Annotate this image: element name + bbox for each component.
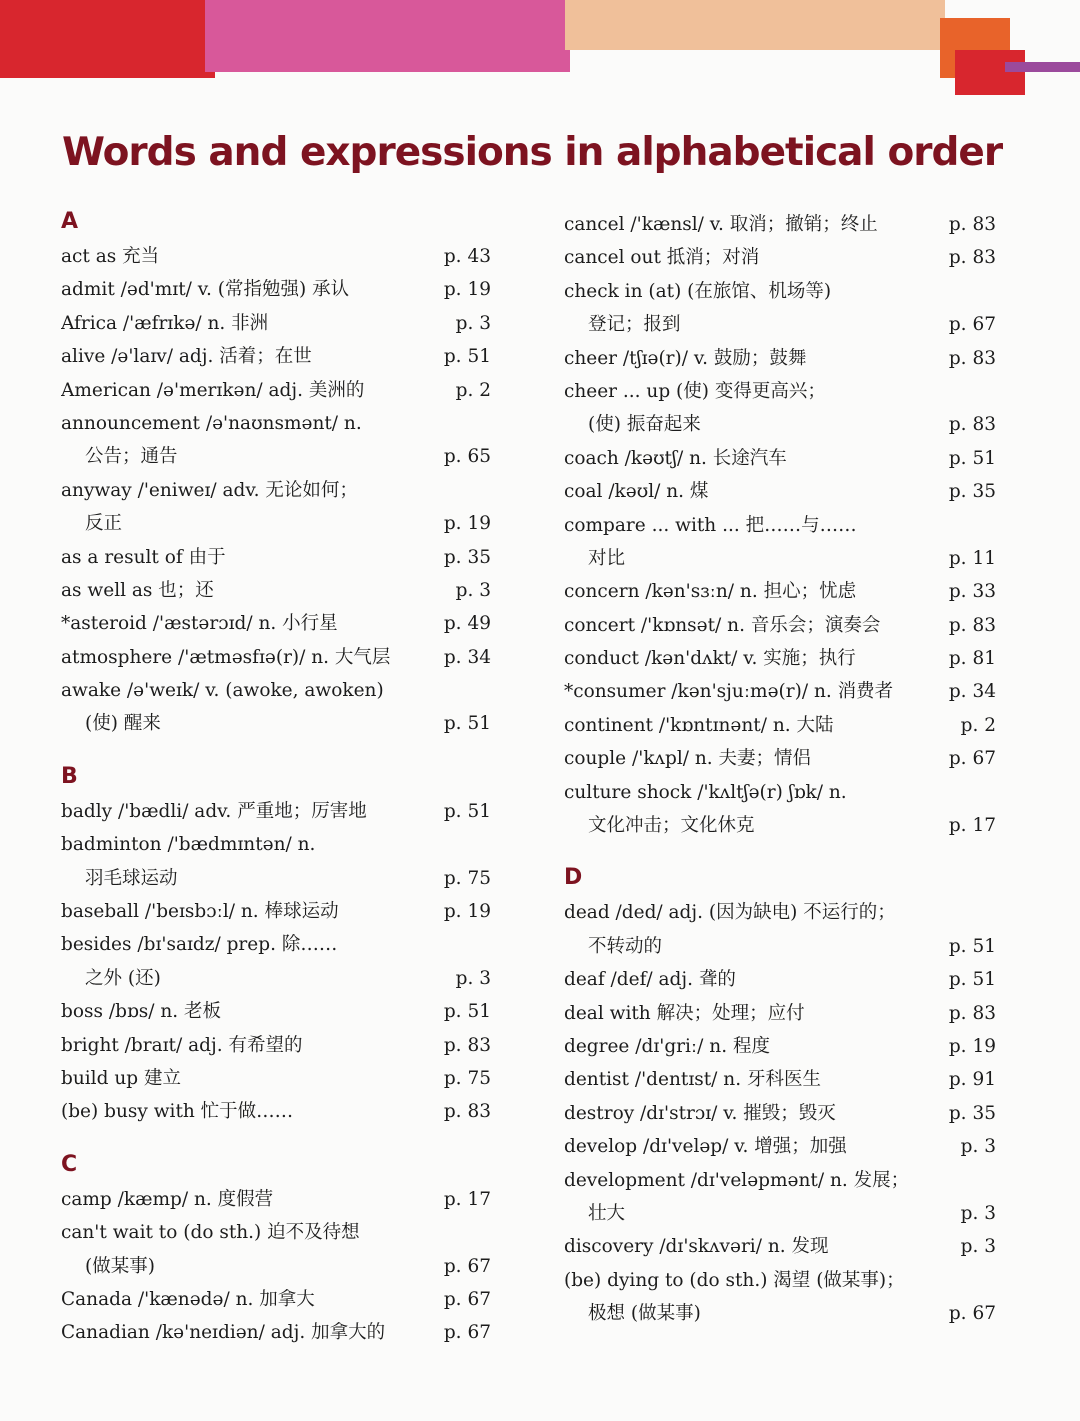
entry-term: boss /bɒs/ n. 老板 xyxy=(61,1001,222,1023)
entry-page-number: p. 83 xyxy=(948,214,996,235)
glossary-entry xyxy=(564,1030,996,1063)
entry-term: Canada /'kænədə/ n. 加拿大 xyxy=(61,1288,315,1310)
entry-page-number: p. 67 xyxy=(443,1322,491,1344)
glossary-section xyxy=(61,1151,491,1350)
entry-term: Canadian /kə'neɪdiən/ adj. 加拿大的 xyxy=(61,1322,386,1344)
entry-page-number: p. 3 xyxy=(960,1236,996,1258)
entry-term: couple /'kʌpl/ n. 夫妻；情侣 xyxy=(564,748,812,770)
entry-page-number: p. 83 xyxy=(443,1101,491,1123)
entry-page-number: p. 51 xyxy=(948,447,996,469)
entry-term: bright /braɪt/ adj. 有希望的 xyxy=(61,1034,303,1056)
entry-page-number: p. 83 xyxy=(948,247,996,269)
glossary-entry xyxy=(564,208,996,241)
entry-page-number: p. 83 xyxy=(948,1002,996,1024)
entry-page-number: p. 51 xyxy=(948,969,996,991)
entry-term: anyway /'eniweɪ/ adv. 无论如何； xyxy=(61,479,358,501)
glossary-entry xyxy=(61,995,491,1028)
entry-page-number: p. 67 xyxy=(948,1303,996,1325)
banner-peach-block xyxy=(565,0,945,50)
entry-page-number: p. 34 xyxy=(443,646,491,668)
glossary-entry xyxy=(564,375,996,442)
entry-page-number: p. 19 xyxy=(443,279,491,301)
entry-term: deal with 解决；处理；应付 xyxy=(564,1002,805,1024)
glossary-entry xyxy=(61,607,491,640)
entry-term: as a result of 由于 xyxy=(61,546,226,568)
glossary-entry xyxy=(61,895,491,928)
entry-page-number: p. 51 xyxy=(948,935,996,957)
glossary-section xyxy=(61,763,491,1129)
entry-term: Africa /'æfrɪkə/ n. 非洲 xyxy=(61,312,269,334)
entry-page-number: p. 67 xyxy=(443,1255,491,1277)
section-letter: C xyxy=(61,1151,78,1177)
entry-term: deaf /def/ adj. 聋的 xyxy=(564,969,736,991)
entry-continuation: 对比 xyxy=(588,547,626,569)
glossary-entry xyxy=(564,275,996,342)
entry-term: dentist /'dentɪst/ n. 牙科医生 xyxy=(564,1069,821,1091)
section-letter: D xyxy=(564,865,583,891)
page-title: Words and expressions in alphabetical order xyxy=(62,130,1003,175)
glossary-entry xyxy=(61,1062,491,1095)
entry-page-number: p. 43 xyxy=(443,246,491,267)
section-letter: B xyxy=(61,763,78,789)
glossary-entry xyxy=(61,474,491,541)
entry-term: *asteroid /'æstərɔɪd/ n. 小行星 xyxy=(61,613,338,635)
entry-continuation: (使) 振奋起来 xyxy=(588,414,701,436)
glossary-entry xyxy=(61,340,491,373)
entry-page-number: p. 81 xyxy=(948,648,996,670)
glossary-entry xyxy=(564,776,996,843)
entry-term: besides /bɪ'saɪdz/ prep. 除…… xyxy=(61,934,338,956)
entry-page-number: p. 11 xyxy=(948,547,996,569)
entry-page-number: p. 83 xyxy=(948,614,996,636)
entry-term: degree /dɪ'griː/ n. 程度 xyxy=(564,1035,770,1057)
entry-term: cancel /'kænsl/ v. 取消；撤销；终止 xyxy=(564,214,878,235)
glossary-entry xyxy=(564,963,996,996)
glossary-entry xyxy=(61,928,491,995)
glossary-entry xyxy=(564,241,996,274)
entry-term: camp /kæmp/ n. 度假营 xyxy=(61,1188,274,1210)
entry-term: concert /'kɒnsət/ n. 音乐会；演奏会 xyxy=(564,614,881,636)
entry-page-number: p. 83 xyxy=(948,347,996,369)
entry-page-number: p. 3 xyxy=(455,312,491,334)
banner-pink-block xyxy=(205,0,570,72)
entry-term: dead /ded/ adj. (因为缺电) 不运行的； xyxy=(564,902,896,924)
entry-page-number: p. 67 xyxy=(948,748,996,770)
entry-continuation: 极想 (做某事) xyxy=(588,1303,701,1325)
entry-term: cheer ... up (使) 变得更高兴； xyxy=(564,380,826,402)
glossary-entry xyxy=(564,896,996,963)
entry-term: coach /kəʊtʃ/ n. 长途汽车 xyxy=(564,447,787,469)
section-letter: A xyxy=(61,209,79,234)
entry-page-number: p. 51 xyxy=(443,346,491,368)
glossary-entry xyxy=(61,307,491,340)
entry-term: announcement /ə'naʊnsmənt/ n. xyxy=(61,412,362,434)
entry-page-number: p. 49 xyxy=(443,613,491,635)
entry-page-number: p. 2 xyxy=(960,714,996,736)
glossary-entry xyxy=(61,795,491,828)
glossary-entry xyxy=(564,509,996,576)
glossary-entry xyxy=(564,1264,996,1331)
entry-page-number: p. 19 xyxy=(443,901,491,923)
entry-term: cheer /tʃɪə(r)/ v. 鼓励；鼓舞 xyxy=(564,347,807,369)
glossary-section xyxy=(564,864,996,1330)
glossary-entry xyxy=(564,575,996,608)
entry-term: development /dɪ'veləpmənt/ n. 发展； xyxy=(564,1169,910,1191)
entry-page-number: p. 19 xyxy=(948,1035,996,1057)
glossary-entry xyxy=(61,1283,491,1316)
glossary-entry xyxy=(564,1130,996,1163)
entry-page-number: p. 35 xyxy=(948,481,996,503)
entry-term: atmosphere /'ætməsfɪə(r)/ n. 大气层 xyxy=(61,646,391,668)
glossary-entry xyxy=(564,1164,996,1231)
glossary-entry xyxy=(61,574,491,607)
glossary-entry xyxy=(61,641,491,674)
glossary-entry xyxy=(61,541,491,574)
entry-page-number: p. 51 xyxy=(443,800,491,822)
entry-continuation: 不转动的 xyxy=(588,935,663,957)
entry-term: baseball /'beɪsbɔːl/ n. 棒球运动 xyxy=(61,901,339,923)
entry-page-number: p. 83 xyxy=(948,414,996,436)
entry-term: concern /kən'sɜːn/ n. 担心；忧虑 xyxy=(564,581,857,603)
glossary-entry xyxy=(61,240,491,273)
entry-page-number: p. 3 xyxy=(455,967,491,989)
entry-term: check in (at) (在旅馆、机场等) xyxy=(564,280,832,302)
glossary-entry xyxy=(61,1029,491,1062)
entry-term: act as 充当 xyxy=(61,246,160,267)
glossary-section xyxy=(564,208,996,842)
glossary-entry xyxy=(564,1097,996,1130)
entry-continuation: 之外 (还) xyxy=(85,967,161,989)
glossary-entry xyxy=(564,475,996,508)
glossary-entry xyxy=(61,1316,491,1349)
entry-term: alive /ə'laɪv/ adj. 活着；在世 xyxy=(61,346,312,368)
entry-page-number: p. 65 xyxy=(443,446,491,468)
entry-page-number: p. 75 xyxy=(443,1067,491,1089)
entry-term: coal /kəʊl/ n. 煤 xyxy=(564,481,709,503)
glossary-entry xyxy=(564,642,996,675)
entry-page-number: p. 67 xyxy=(948,314,996,336)
entry-term: *consumer /kən'sjuːmə(r)/ n. 消费者 xyxy=(564,681,894,703)
entry-page-number: p. 17 xyxy=(443,1188,491,1210)
entry-page-number: p. 33 xyxy=(948,581,996,603)
entry-continuation: 反正 xyxy=(85,513,123,535)
entry-term: can't wait to (do sth.) 迫不及待想 xyxy=(61,1222,360,1244)
entry-term: American /ə'merɪkən/ adj. 美洲的 xyxy=(61,379,365,401)
entry-page-number: p. 75 xyxy=(443,867,491,889)
entry-term: (be) busy with 忙于做…… xyxy=(61,1101,294,1123)
entry-term: admit /əd'mɪt/ v. (常指勉强) 承认 xyxy=(61,279,350,301)
banner-red-block xyxy=(0,0,215,78)
glossary-section xyxy=(61,208,491,741)
left-column xyxy=(61,208,491,1350)
entry-term: discovery /dɪ'skʌvəri/ n. 发现 xyxy=(564,1236,829,1258)
entry-page-number: p. 3 xyxy=(455,579,491,601)
entry-page-number: p. 3 xyxy=(960,1136,996,1158)
right-column xyxy=(564,208,996,1331)
entry-continuation: 公告；通告 xyxy=(85,446,178,468)
glossary-entry xyxy=(564,609,996,642)
glossary-entry xyxy=(61,1216,491,1283)
glossary-entry xyxy=(61,828,491,895)
entry-page-number: p. 35 xyxy=(443,546,491,568)
glossary-entry xyxy=(564,997,996,1030)
entry-term: conduct /kən'dʌkt/ v. 实施；执行 xyxy=(564,648,856,670)
glossary-entry xyxy=(564,442,996,475)
glossary-entry xyxy=(61,1095,491,1128)
entry-page-number: p. 17 xyxy=(948,815,996,837)
entry-continuation: 文化冲击；文化休克 xyxy=(588,815,755,837)
entry-term: (be) dying to (do sth.) 渴望 (做某事)； xyxy=(564,1269,905,1291)
entry-term: develop /dɪ'veləp/ v. 增强；加强 xyxy=(564,1136,847,1158)
glossary-entry xyxy=(61,1183,491,1216)
entry-term: destroy /dɪ'strɔɪ/ v. 摧毁；毁灭 xyxy=(564,1102,836,1124)
banner-purple-stripe xyxy=(1005,62,1080,72)
banner-red-right-block xyxy=(955,50,1025,95)
entry-continuation: (做某事) xyxy=(85,1255,155,1277)
entry-page-number: p. 83 xyxy=(443,1034,491,1056)
entry-page-number: p. 35 xyxy=(948,1102,996,1124)
entry-term: badminton /'bædmɪntən/ n. xyxy=(61,834,316,856)
entry-term: badly /'bædli/ adv. 严重地；厉害地 xyxy=(61,800,367,822)
entry-page-number: p. 67 xyxy=(443,1288,491,1310)
glossary-entry xyxy=(564,342,996,375)
entry-term: as well as 也；还 xyxy=(61,579,214,601)
entry-term: awake /ə'weɪk/ v. (awoke, awoken) xyxy=(61,680,384,702)
glossary-entry xyxy=(564,1230,996,1263)
glossary-entry xyxy=(564,709,996,742)
glossary-entry xyxy=(564,675,996,708)
entry-continuation: 登记；报到 xyxy=(588,314,681,336)
glossary-entry xyxy=(564,1063,996,1096)
glossary-entry xyxy=(61,674,491,741)
entry-page-number: p. 51 xyxy=(443,1001,491,1023)
entry-page-number: p. 34 xyxy=(948,681,996,703)
entry-continuation: 羽毛球运动 xyxy=(85,867,178,889)
entry-term: culture shock /'kʌltʃə(r) ʃɒk/ n. xyxy=(564,781,847,803)
glossary-entry xyxy=(61,273,491,306)
entry-page-number: p. 19 xyxy=(443,513,491,535)
entry-term: build up 建立 xyxy=(61,1067,181,1089)
glossary-entry xyxy=(61,374,491,407)
entry-page-number: p. 91 xyxy=(948,1069,996,1091)
entry-continuation: (使) 醒来 xyxy=(85,713,161,735)
header-banner xyxy=(0,0,1080,110)
entry-page-number: p. 2 xyxy=(455,379,491,401)
entry-page-number: p. 51 xyxy=(443,713,491,735)
entry-term: continent /'kɒntɪnənt/ n. 大陆 xyxy=(564,714,834,736)
entry-term: cancel out 抵消；对消 xyxy=(564,247,760,269)
glossary-entry xyxy=(564,742,996,775)
entry-continuation: 壮大 xyxy=(588,1202,626,1224)
glossary-entry xyxy=(61,407,491,474)
entry-page-number: p. 3 xyxy=(960,1202,996,1224)
entry-term: compare ... with ... 把……与…… xyxy=(564,514,857,536)
